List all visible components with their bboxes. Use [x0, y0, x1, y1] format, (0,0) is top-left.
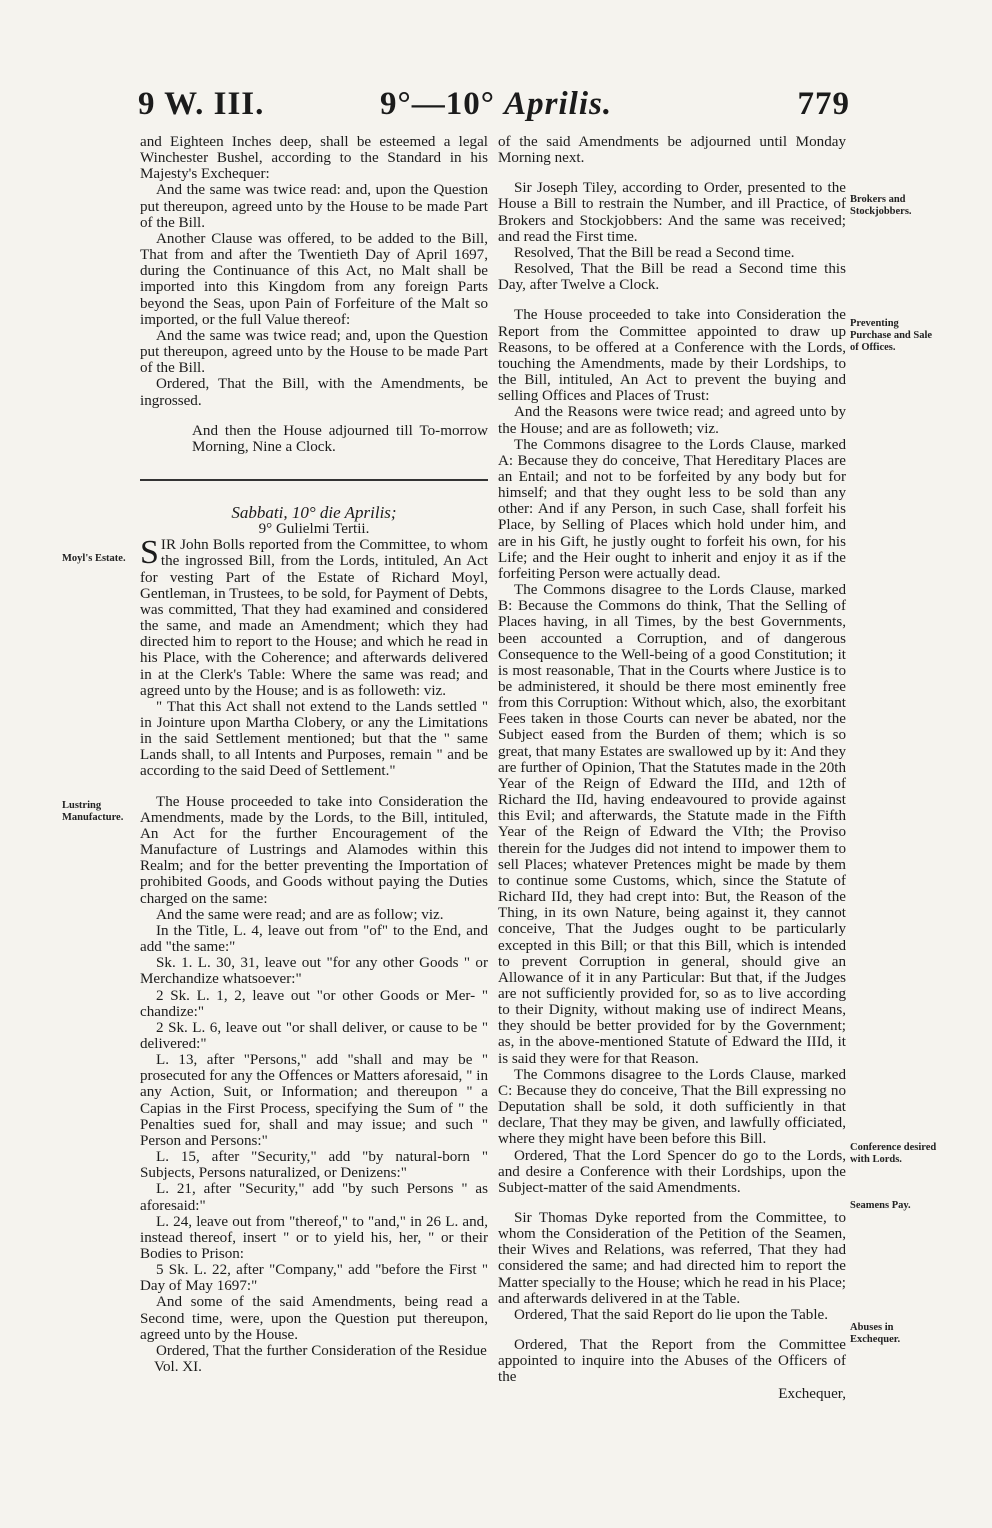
volume-footer [140, 1359, 488, 1375]
paragraph: The Commons disagree to the Lords Clause, marked C: Because they do conceive, That the Bill expressing no Deputation shall be sold, it doth sufficiently in that declare, That they may be given, and lawfully officiated, where they might have been before this Bill. [498, 1066, 846, 1148]
margin-note-conference: Conference desired with Lords. [850, 1142, 937, 1165]
paragraph: And the Reasons were twice read; and agreed unto by the House; and are as followeth; viz. [498, 404, 846, 437]
paragraph: Sk. 1. L. 30, 31, leave out "for any other Goods " or Merchandize whatsoever:" [140, 955, 488, 988]
paragraph: 5 Sk. L. 22, after "Company," add "before the First " Day of May 1697:" [140, 1262, 488, 1295]
paragraph: Sir Thomas Dyke reported from the Committee, to whom the Consideration of the Petition of the Seamen, their Wives and Relations, was referred, That they had considered the same; and had directed him to report the Matter specially to the House; which he read in his Place; and afterwards delivered in at the Table. [498, 1210, 846, 1307]
paragraph: 2 Sk. L. 1, 2, leave out "or other Goods or Mer- " chandize:" [140, 987, 488, 1020]
paragraph: Ordered, That the Bill, with the Amendments, be ingrossed. [140, 376, 488, 409]
paragraph: of the said Amendments be adjourned until Monday Morning next. [498, 134, 846, 167]
paragraph: And the same was twice read; and, upon the Question put thereupon, agreed unto by the House to be made Part of the Bill. [140, 327, 488, 377]
paragraph: L. 13, after "Persons," add "shall and may be " prosecuted for any the Offences or Matters aforesaid, " in any Action, Suit, or Information; and thereupon " a Capias in the First Process, specifying the Sum of " the Penalties sued for, shall and may issue; and such " Person and Persons:" [140, 1052, 488, 1149]
paragraph: The Commons disagree to the Lords Clause, marked B: Because the Commons do think, That the Selling of Places having, in all Times, by the best Governments, been accounted a Corruption, and of dangerous Consequence to the Well-being of a good Constitution; it is most reasonable, That in the Courts where Justice is to be administered, it should be there most eminently free from this Corruption: Without which, also, the exorbitant Fees taken in those Courts can never be abated, nor the Subject eased from the Burden of them; which is so great, that many Estates are swallowed up by it: And they are further of Opinion, That the Statutes made in the 20th Year of the Reign of Edward the IIId, and 12th of Richard the IId, having endeavoured to provide against this Evil; and afterwards, the Statute made in the Fifth Year of the Reign of Edward the VIth; the Proviso therein for the Judges did not intend to impower them to sell Places; whatever Pretences might be made by them to continue some Customs, which, since the Statute of Richard IId, they had crept into: But, the Reason of the Thing, in its own Nature, being against it, they cannot conceive, That the Judges ought to be particularly excepted in this Bill; or that this Bill, which is intended to prevent Corruption in general, should give an Allowance of it in any Particular: But that, if the Judges are not sufficiently provided for, so as to live according to their Dignity, without making use of indirect Means, they should be better provided for by the Government; as, in the above-mentioned Statute of Edward the IIId, it is said they were for that Reason. [498, 582, 846, 1067]
paragraph: Ordered, That the Report from the Committee appointed to inquire into the Abuses of the Officers of the [498, 1337, 846, 1386]
paragraph: " That this Act shall not extend to the Lands settled " in Jointure upon Martha Clobery, or any the Limitations in the said Settlement mentioned; but that the " same Lands shall, to all Intents and Purposes, remain " and be according to the said Deed of Settlement." [140, 698, 488, 780]
paragraph: Ordered, That the Lord Spencer do go to the Lords, and desire a Conference with their Lordships, upon the Subject-matter of the said Amendments. [498, 1147, 846, 1196]
margin-note-moyls-estate: Moyl's Estate. [62, 553, 126, 564]
drop-cap: S [140, 534, 159, 572]
header-date-month: Aprilis. [504, 86, 613, 122]
right-column [498, 134, 846, 1402]
paragraph: 2 Sk. L. 6, leave out "or shall deliver, or cause to be " delivered:" [140, 1019, 488, 1052]
header-regnal-year: 9 W. III. [138, 86, 265, 122]
left-column [140, 134, 488, 1375]
margin-note-offices: Preventing Purchase and Sale of Offices. [850, 318, 933, 353]
margin-note-abuses: Abuses in Exchequer. [850, 1322, 901, 1345]
paragraph: L. 24, leave out from "thereof," to "and," in 26 L. and, instead thereof, insert " or to yield his, her, " or their Bodies to Prison: [140, 1213, 488, 1262]
paragraph [140, 534, 488, 699]
paragraph: And some of the said Amendments, being read a Second time, were, upon the Question put thereupon, agreed unto by the House. [140, 1294, 488, 1343]
paragraph: Ordered, That the further Consideration of the Residue [156, 1342, 487, 1359]
paragraph: Resolved, That the Bill be read a Second time this Day, after Twelve a Clock. [498, 261, 846, 294]
paragraph: And the same were read; and are as follow; viz. [156, 906, 444, 923]
paragraph: And the same was twice read: and, upon the Question put thereupon, agreed unto by the House to be made Part of the Bill. [140, 182, 488, 231]
paragraph: The House proceeded to take into Consideration the Report from the Committee appointed to draw up Reasons, to be offered at a Conference with the Lords, touching the Amendments, made by their Lordships, to the Bill, intituled, An Act to prevent the buying and selling Offices and Places of Trust: [498, 307, 846, 405]
paragraph-text: IR John Bolls reported from the Committee, to whom the ingrossed Bill, from the Lords, intituled, An Act for vesting Part of the Estate of Richard Moyl, Gentleman, in Trustees, to be sold, for Payment of Debts, was committed, That they had examined and considered the same, and made an Amendment; which they had directed him to report to the House; and which he read in his Place, with the Coherence; and afterwards delivered in at the Clerk's Table: Where the same was read; and agreed unto by the House; and is as followeth: viz. [140, 537, 488, 699]
paragraph: and Eighteen Inches deep, shall be esteemed a legal Winchester Bushel, according to the Standard in his Majesty's Exchequer: [140, 134, 488, 183]
paragraph: L. 21, after "Security," add "by such Persons " as aforesaid:" [140, 1181, 488, 1214]
paragraph: Another Clause was offered, to be added to the Bill, That from and after the Twentieth Day of April 1697, during the Continuance of this Act, no Malt shall be imported into this Kingdom from any foreign Parts beyond the Seas, upon Pain of Forfeiture of the Malt so imported, or the full Value thereof: [140, 230, 488, 328]
header-date [380, 86, 612, 123]
paragraph: The Commons disagree to the Lords Clause, marked A: Because they do conceive, That Hereditary Places are an Entail; and not to be forfeited by any body but for himself; and that they ought less to be sold than any other: And if any Person, in such Case, shall forfeit his Place, by Selling of Places which hold under him, and are in his Gift, he justly ought to forfeit his own, for his Life; and the Heir ought to inherit and enjoy it as if the forfeiting Person were actually dead. [498, 436, 846, 582]
paragraph: Resolved, That the Bill be read a Second time. [514, 244, 795, 261]
section-divider [140, 479, 488, 481]
paragraph: The House proceeded to take into Consideration the Amendments, made by the Lords, to the Bill, intituled, An Act for the further Encouragement of the Manufacture of Lustrings and Alamodes within this Realm; and for the better preventing the Importation of prohibited Goods, and Goods without paying the Duties charged on the same: [140, 793, 488, 907]
paragraph: In the Title, L. 4, leave out from "of" to the End, and add "the same:" [140, 922, 488, 956]
page-number: 779 [797, 86, 850, 122]
section-title: Sabbati, 10° die Aprilis; [231, 502, 397, 522]
volume-label: Vol. XI. [154, 1359, 202, 1376]
paragraph: L. 15, after "Security," add "by natural-born " Subjects, Persons naturalized, or Denizens:" [140, 1149, 488, 1182]
margin-note-seamens: Seamens Pay. [850, 1200, 911, 1211]
catchword: Exchequer, [778, 1385, 846, 1402]
paragraph: Ordered, That the said Report do lie upon the Table. [514, 1306, 829, 1323]
paragraph: Sir Joseph Tiley, according to Order, presented to the House a Bill to restrain the Number, and ill Practice, of Brokers and Stockjobbers: And the same was received; and read the First time. [498, 180, 846, 245]
section-subtitle: 9° Gulielmi Tertii. [258, 521, 370, 538]
header-date-prefix: 9°—10° [380, 86, 495, 122]
margin-note-brokers: Brokers and Stockjobbers. [850, 194, 912, 217]
adjournment-note: And then the House adjourned till To-morrow Morning, Nine a Clock. [192, 422, 488, 455]
margin-note-lustring: Lustring Manufacture. [62, 800, 124, 823]
